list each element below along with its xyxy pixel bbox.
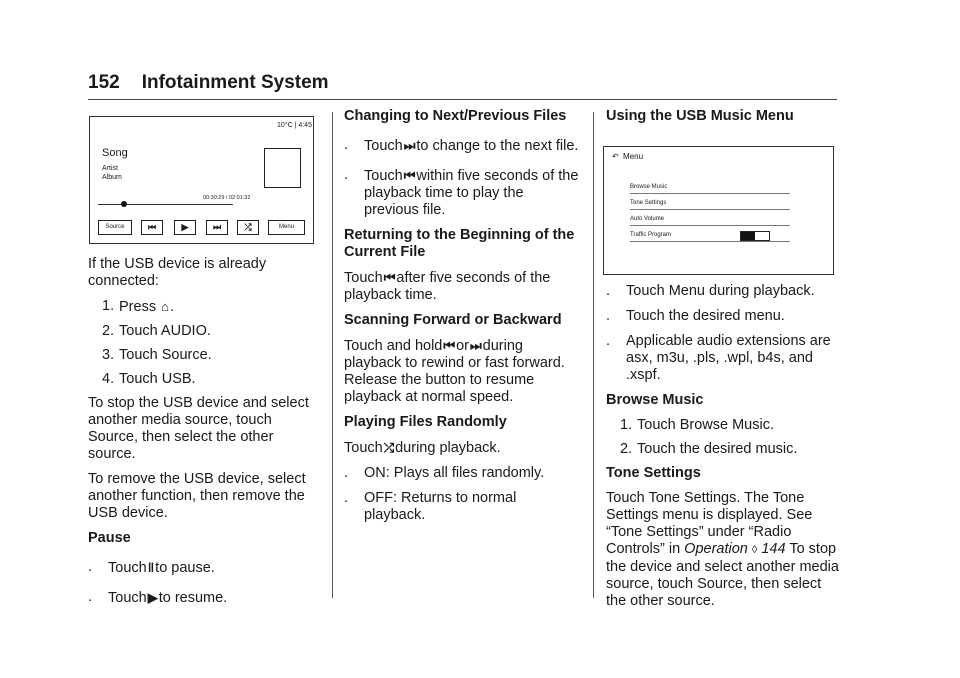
menu-title: Menu	[623, 152, 644, 161]
step-1: 1. Press ⌂.	[102, 298, 174, 315]
next-icon: ⏭	[206, 220, 228, 235]
random-text: Touch⤮during playback.	[344, 440, 501, 456]
menu-button: Menu	[268, 220, 305, 235]
step-3: 3. Touch Source.	[102, 347, 212, 363]
column-3-body	[606, 283, 840, 618]
usb-menu-heading: Using the USB Music Menu	[606, 108, 794, 124]
resume-bullet: . Touch▶to resume.	[88, 589, 228, 606]
pause-icon: ǁ	[147, 560, 155, 575]
progress-track	[98, 204, 233, 205]
random-off-bullet: . OFF: Returns to normal playback.	[344, 490, 517, 523]
previous-icon: ⏮	[403, 168, 416, 183]
scanning-text: Touch and hold⏮or⏭during playback to rewind or fast forward. Release the button to resume playback at normal speed.	[344, 338, 565, 405]
traffic-program-toggle	[740, 231, 770, 241]
status-readout: 10°C | 4:45	[277, 122, 312, 129]
pause-bullet: . Touchǁto pause.	[88, 559, 215, 576]
next-file-bullet: . Touch⏭to change to the next file.	[344, 137, 579, 154]
menu-bullet-3: . Applicable audio extensions are asx, m3u, .pls, .wpl, b4s, and .xspf.	[606, 333, 831, 383]
source-button: Source	[98, 220, 132, 235]
page-ref-icon: ◊	[751, 544, 758, 556]
browse-step-1: 1. Touch Browse Music.	[620, 417, 774, 433]
column-divider-1	[332, 112, 333, 598]
previous-icon: ⏮	[141, 220, 163, 235]
step-2: 2. Touch AUDIO.	[102, 323, 211, 339]
tone-settings-heading: Tone Settings	[606, 465, 701, 481]
header-rule	[88, 99, 837, 100]
pause-heading: Pause	[88, 530, 131, 546]
column-2	[344, 108, 580, 532]
time-readout: 00:30:29 / 02:01:32	[203, 195, 251, 201]
browse-music-heading: Browse Music	[606, 392, 704, 408]
song-label: Song	[102, 147, 128, 159]
previous-icon: ⏮	[443, 338, 456, 353]
remove-usb-text: To remove the USB device, select another function, then remove the USB device.	[88, 471, 306, 521]
operation-ref: Operation	[684, 541, 748, 557]
beginning-text: Touch⏮after five seconds of the playback time.	[344, 270, 551, 303]
menu-bullet-1: . Touch Menu during playback.	[606, 283, 815, 299]
stop-usb-text: To stop the USB device and select another media source, touch Source, then select the other source.	[88, 395, 309, 462]
menu-item-auto-volume: Auto Volume	[630, 209, 790, 226]
album-label: Album	[102, 174, 122, 181]
column-divider-2	[593, 112, 594, 598]
previous-icon: ⏮	[383, 270, 396, 285]
page-header	[88, 72, 329, 94]
shuffle-icon: ⤮	[237, 220, 259, 235]
scanning-heading: Scanning Forward or Backward	[344, 312, 562, 328]
menu-item-browse-music: Browse Music	[630, 177, 790, 194]
usb-menu-screen-figure	[603, 146, 834, 275]
menu-bullet-2: . Touch the desired menu.	[606, 308, 785, 324]
artist-label: Artist	[102, 165, 118, 172]
section-title: Infotainment System	[141, 72, 329, 93]
intro-text: If the USB device is already connected:	[88, 256, 267, 289]
column-3	[606, 108, 840, 133]
step-4: 4. Touch USB.	[102, 371, 196, 387]
column-1	[88, 256, 320, 615]
next-icon: ⏭	[403, 138, 416, 153]
play-icon: ▶	[147, 590, 158, 605]
home-icon: ⌂	[161, 299, 169, 314]
random-on-bullet: . ON: Plays all files randomly.	[344, 465, 545, 481]
shuffle-icon: ⤮	[383, 440, 395, 455]
next-icon: ⏭	[469, 338, 482, 353]
browse-step-2: 2. Touch the desired music.	[620, 441, 798, 457]
random-heading: Playing Files Randomly	[344, 414, 507, 430]
progress-knob	[121, 201, 127, 207]
now-playing-screen-figure	[89, 116, 314, 244]
next-previous-heading: Changing to Next/Previous Files	[344, 108, 567, 124]
operation-page: 144	[761, 541, 786, 557]
tone-settings-text: Touch Tone Settings. The Tone Settings menu is displayed. See “Tone Settings” under “Radio Controls” in Operation ◊ 144 To stop the device and select another media source, touch Source, then select the other source.	[606, 490, 839, 609]
album-art	[264, 148, 301, 188]
play-icon: ▶	[174, 220, 196, 235]
page-number: 152	[88, 72, 120, 93]
menu-item-tone-settings: Tone Settings	[630, 193, 790, 210]
previous-file-bullet: . Touch⏮within five seconds of the playback time to play the previous file.	[344, 167, 579, 218]
back-icon: ↶	[612, 152, 619, 161]
menu-item-traffic-program: Traffic Program	[630, 225, 790, 242]
beginning-heading: Returning to the Beginning of the Current File	[344, 227, 575, 260]
